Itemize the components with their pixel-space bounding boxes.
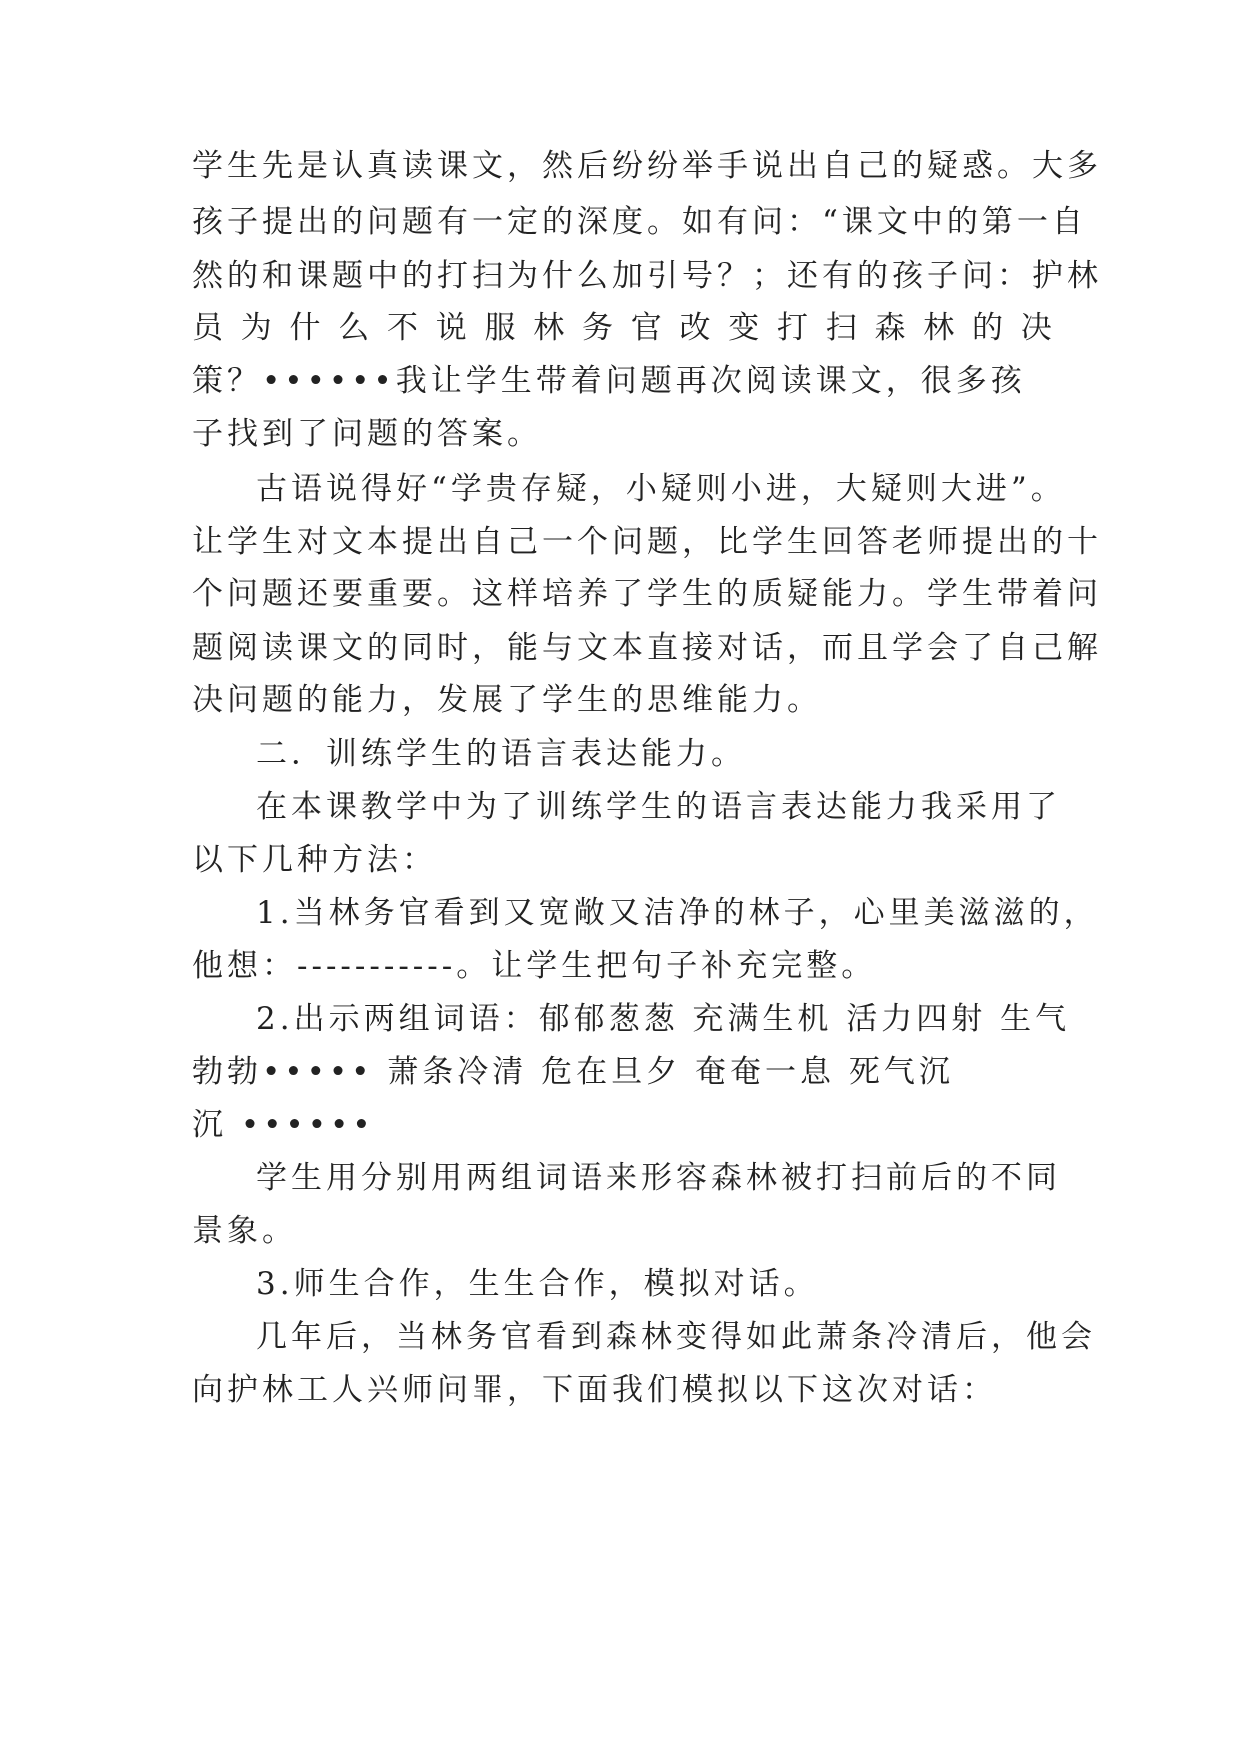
paragraph-first-line: 古语说得好“学贵存疑，小疑则小进，大疑则大进”。	[256, 471, 1066, 507]
char: 改	[679, 310, 711, 346]
char: 员	[192, 310, 223, 346]
text-line: 题阅读课文的同时，能与文本直接对话，而且学会了自己解	[192, 630, 1102, 666]
list-item-2: 2.出示两组词语：郁郁葱葱 充满生机 活力四射 生气	[256, 1001, 1071, 1037]
char: 官	[630, 310, 662, 346]
char: 变	[728, 310, 760, 346]
text-line: 以下几种方法：	[192, 842, 437, 878]
char: 林	[923, 310, 955, 346]
text-line: 勃勃••••• 萧条冷清 危在旦夕 奄奄一息 死气沉	[192, 1054, 954, 1090]
char: 林	[533, 310, 565, 346]
text-line: 他想：-----------。让学生把句子补充完整。	[192, 948, 877, 984]
char: 说	[435, 310, 467, 346]
text-line: 学生先是认真读课文，然后纷纷举手说出自己的疑惑。大多	[192, 148, 1102, 184]
char: 为	[240, 310, 272, 346]
list-item-3: 3.师生合作，生生合作，模拟对话。	[256, 1266, 819, 1302]
text-line: 孩子提出的问题有一定的深度。如有问：“课文中的第一自	[192, 204, 1087, 240]
char: 的	[972, 310, 1003, 346]
paragraph-first-line: 在本课教学中为了训练学生的语言表达能力我采用了	[256, 789, 1061, 825]
text-line: 子找到了问题的答案。	[192, 416, 542, 452]
char: 什	[289, 310, 321, 346]
char: 不	[387, 310, 418, 346]
char: 么	[338, 310, 370, 346]
paragraph-first-line: 几年后，当林务官看到森林变得如此萧条冷清后，他会	[256, 1319, 1096, 1355]
char: 打	[777, 310, 808, 346]
char: 扫	[825, 310, 857, 346]
section-heading: 二．训练学生的语言表达能力。	[256, 736, 746, 772]
text-line: 向护林工人兴师问罪，下面我们模拟以下这次对话：	[192, 1372, 997, 1408]
char: 决	[1020, 310, 1052, 346]
char: 务	[582, 310, 613, 346]
text-line: 让学生对文本提出自己一个问题，比学生回答老师提出的十	[192, 524, 1102, 560]
text-line: 个问题还要重要。这样培养了学生的质疑能力。学生带着问	[192, 576, 1102, 612]
list-item-1: 1.当林务官看到又宽敞又洁净的林子，心里美滋滋的，	[256, 895, 1099, 931]
text-line: 沉 ••••••	[192, 1107, 375, 1143]
text-line: 决问题的能力，发展了学生的思维能力。	[192, 682, 822, 718]
char: 森	[874, 310, 906, 346]
char: 服	[484, 310, 516, 346]
paragraph-first-line: 学生用分别用两组词语来形容森林被打扫前后的不同	[256, 1160, 1061, 1196]
text-line: 景象。	[192, 1213, 297, 1249]
text-line: 策？••••••我让学生带着问题再次阅读课文，很多孩	[192, 363, 1026, 399]
text-line: 然的和课题中的打扫为什么加引号？；还有的孩子问：护林	[192, 258, 1102, 294]
